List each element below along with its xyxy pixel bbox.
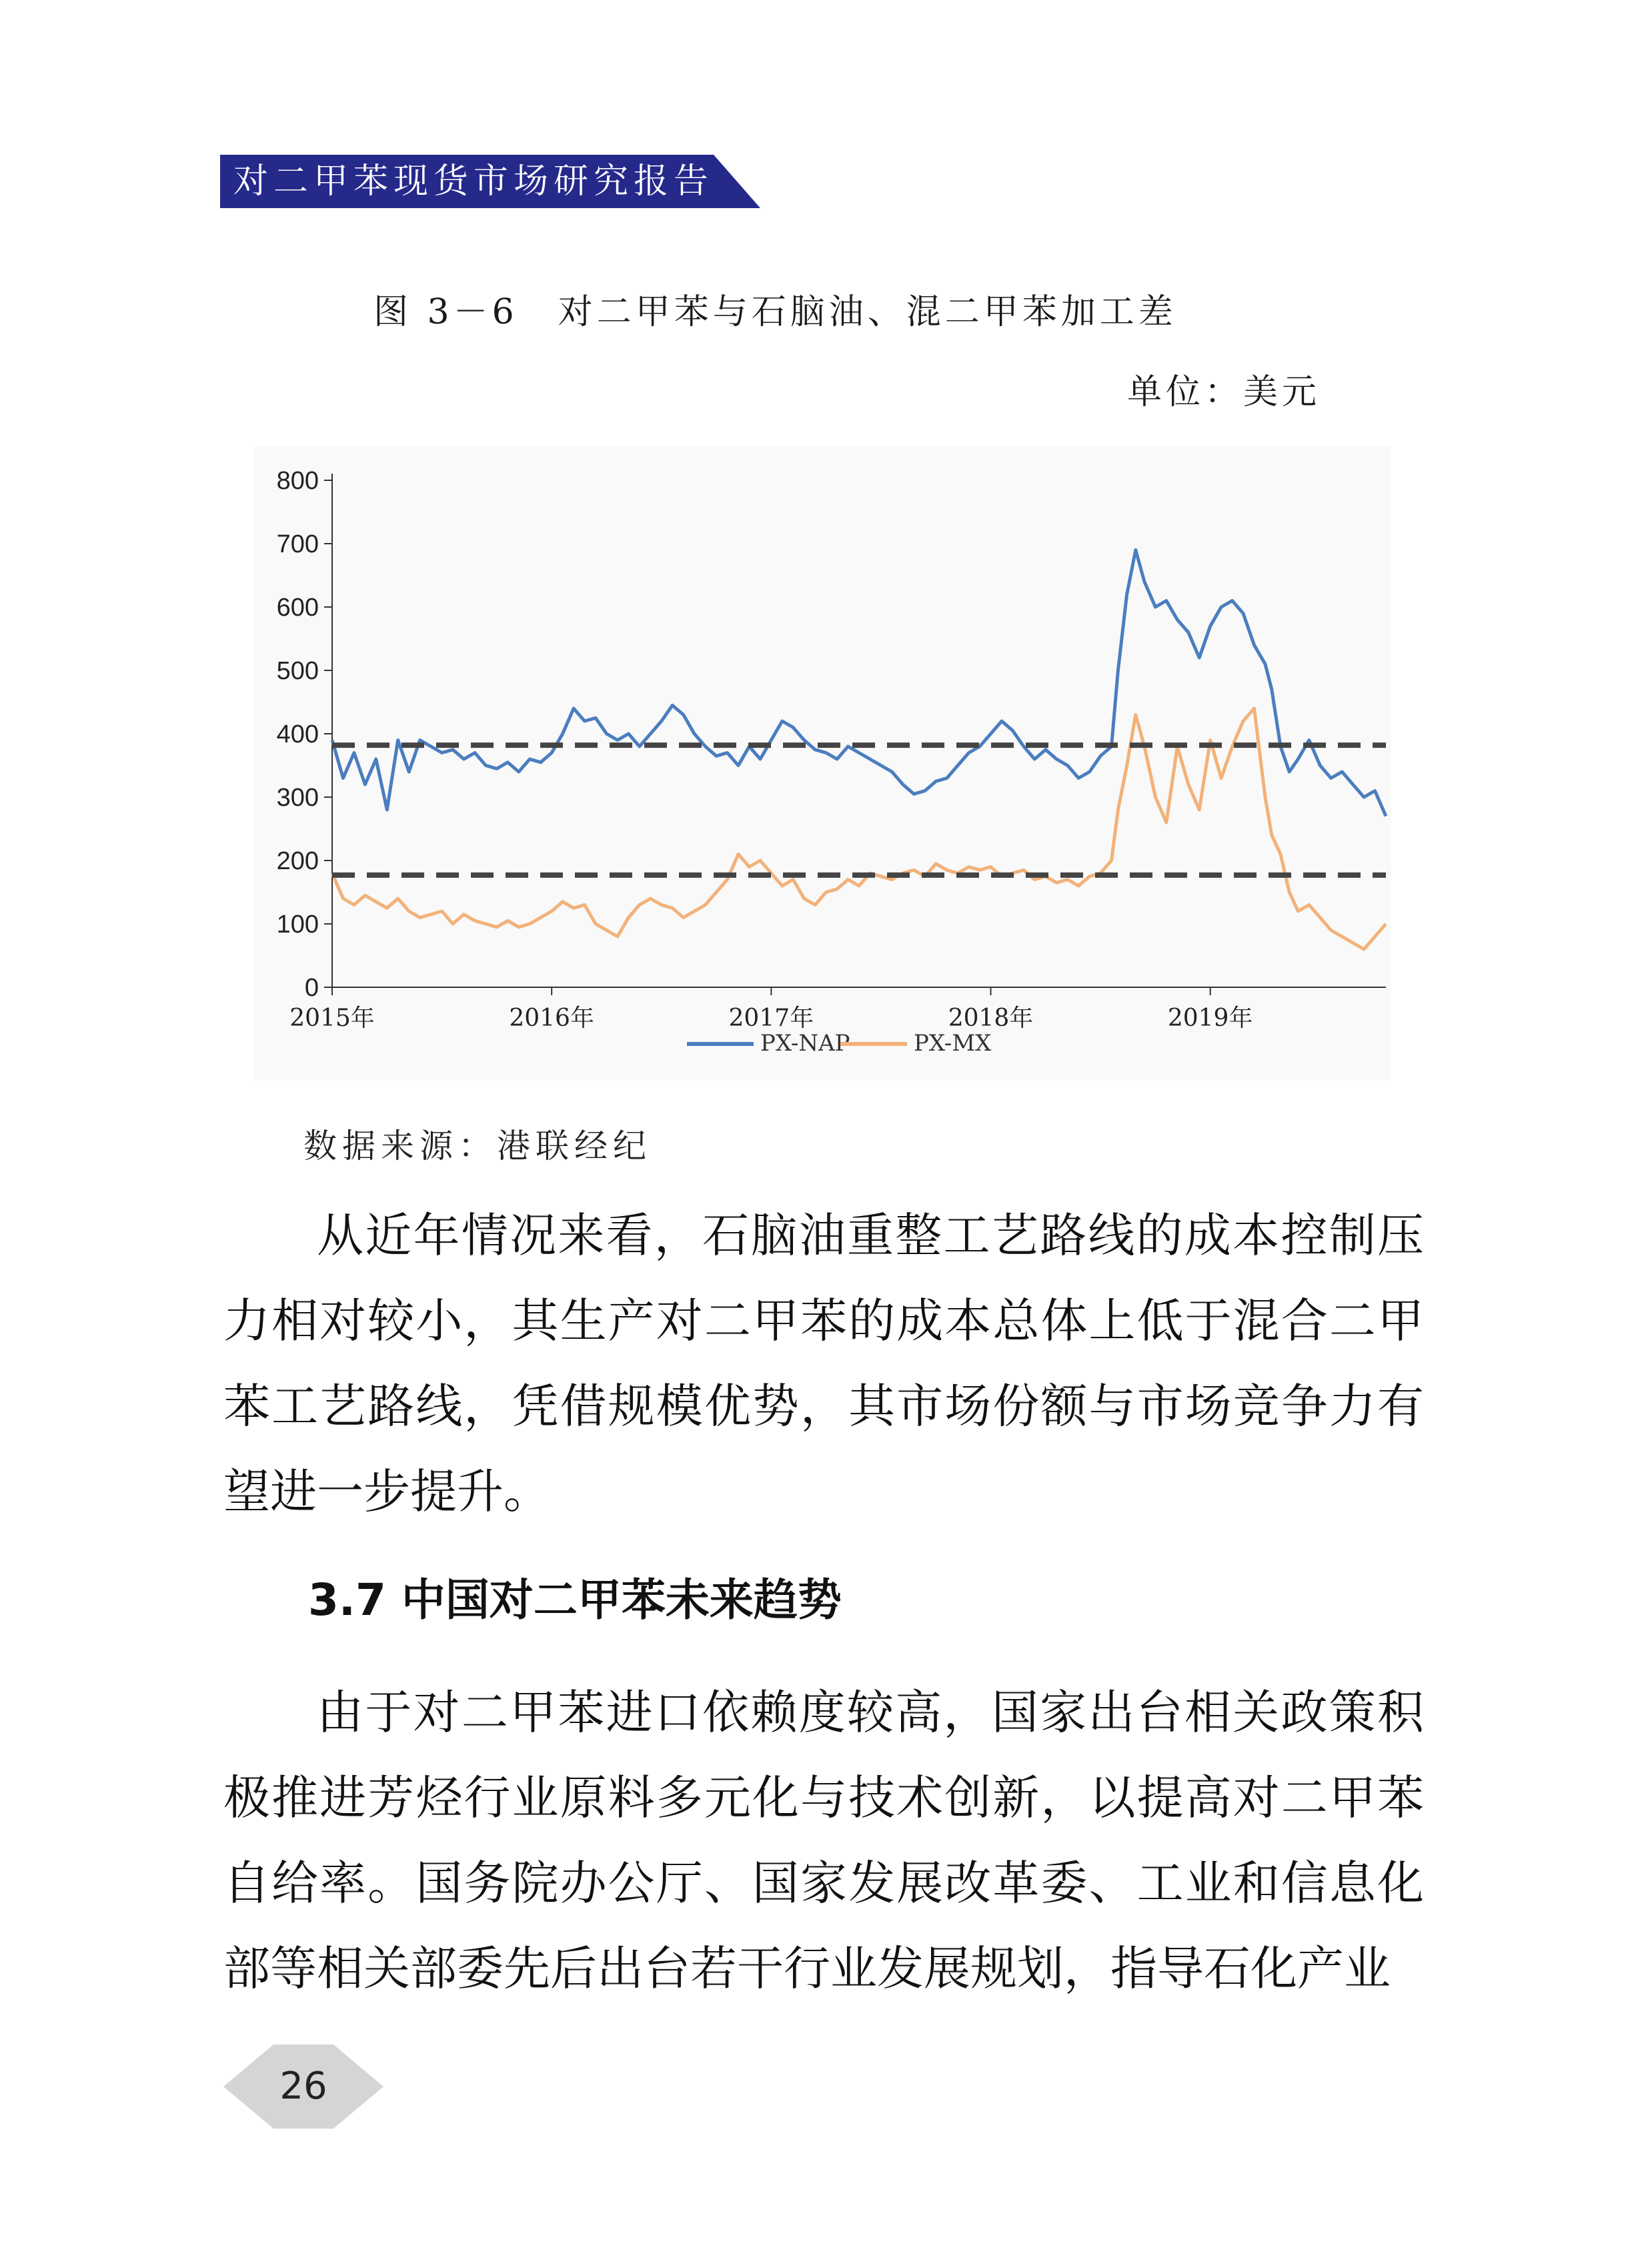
figure-title: 对二甲苯与石脑油、混二甲苯加工差 bbox=[558, 292, 1177, 332]
x-tick-label: 2016年 bbox=[509, 1005, 594, 1032]
legend-label-px-mx: PX-MX bbox=[914, 1030, 992, 1057]
x-tick-label: 2019年 bbox=[1167, 1005, 1253, 1032]
y-tick-label: 700 bbox=[276, 530, 319, 558]
figure-number: 图 3－6 bbox=[373, 292, 518, 332]
y-tick-label: 600 bbox=[276, 594, 319, 622]
chart-container bbox=[253, 447, 1391, 1081]
body-paragraph-2: 由于对二甲苯进口依赖度较高，国家出台相关政策积极推进芳烃行业原料多元化与技术创新，以提高对二甲苯自给率。国务院办公厅、国家发展改革委、工业和信息化部等相关部委先后出台若干行业发展规划，指导石化产业 bbox=[223, 1685, 1424, 1996]
y-tick-label: 400 bbox=[276, 720, 319, 748]
y-tick-label: 500 bbox=[276, 657, 319, 685]
y-tick-label: 300 bbox=[276, 784, 319, 812]
page-number: 26 bbox=[279, 2065, 327, 2108]
y-tick-label: 200 bbox=[276, 847, 319, 875]
chart-background bbox=[253, 447, 1391, 1081]
x-tick-label: 2018年 bbox=[948, 1005, 1034, 1032]
x-tick-label: 2017年 bbox=[728, 1005, 814, 1032]
x-tick-label: 2015年 bbox=[289, 1005, 375, 1032]
y-tick-label: 800 bbox=[276, 467, 319, 495]
header-title: 对二甲苯现货市场研究报告 bbox=[233, 161, 714, 201]
line-chart bbox=[253, 447, 1391, 1081]
y-tick-label: 0 bbox=[304, 974, 319, 1002]
section-heading: 3.7 中国对二甲苯未来趋势 bbox=[308, 1574, 842, 1626]
page-number-badge bbox=[223, 2045, 383, 2129]
y-tick-label: 100 bbox=[276, 911, 319, 939]
body-paragraph-1: 从近年情况来看，石脑油重整工艺路线的成本控制压力相对较小，其生产对二甲苯的成本总体上低于混合二甲苯工艺路线，凭借规模优势，其市场份额与市场竞争力有望进一步提升。 bbox=[223, 1208, 1424, 1519]
data-source: 数据来源：港联经纪 bbox=[303, 1127, 652, 1165]
figure-caption bbox=[373, 284, 1321, 334]
figure-unit: 单位：美元 bbox=[1127, 372, 1321, 412]
legend-label-px-nap: PX-NAP bbox=[760, 1030, 850, 1057]
